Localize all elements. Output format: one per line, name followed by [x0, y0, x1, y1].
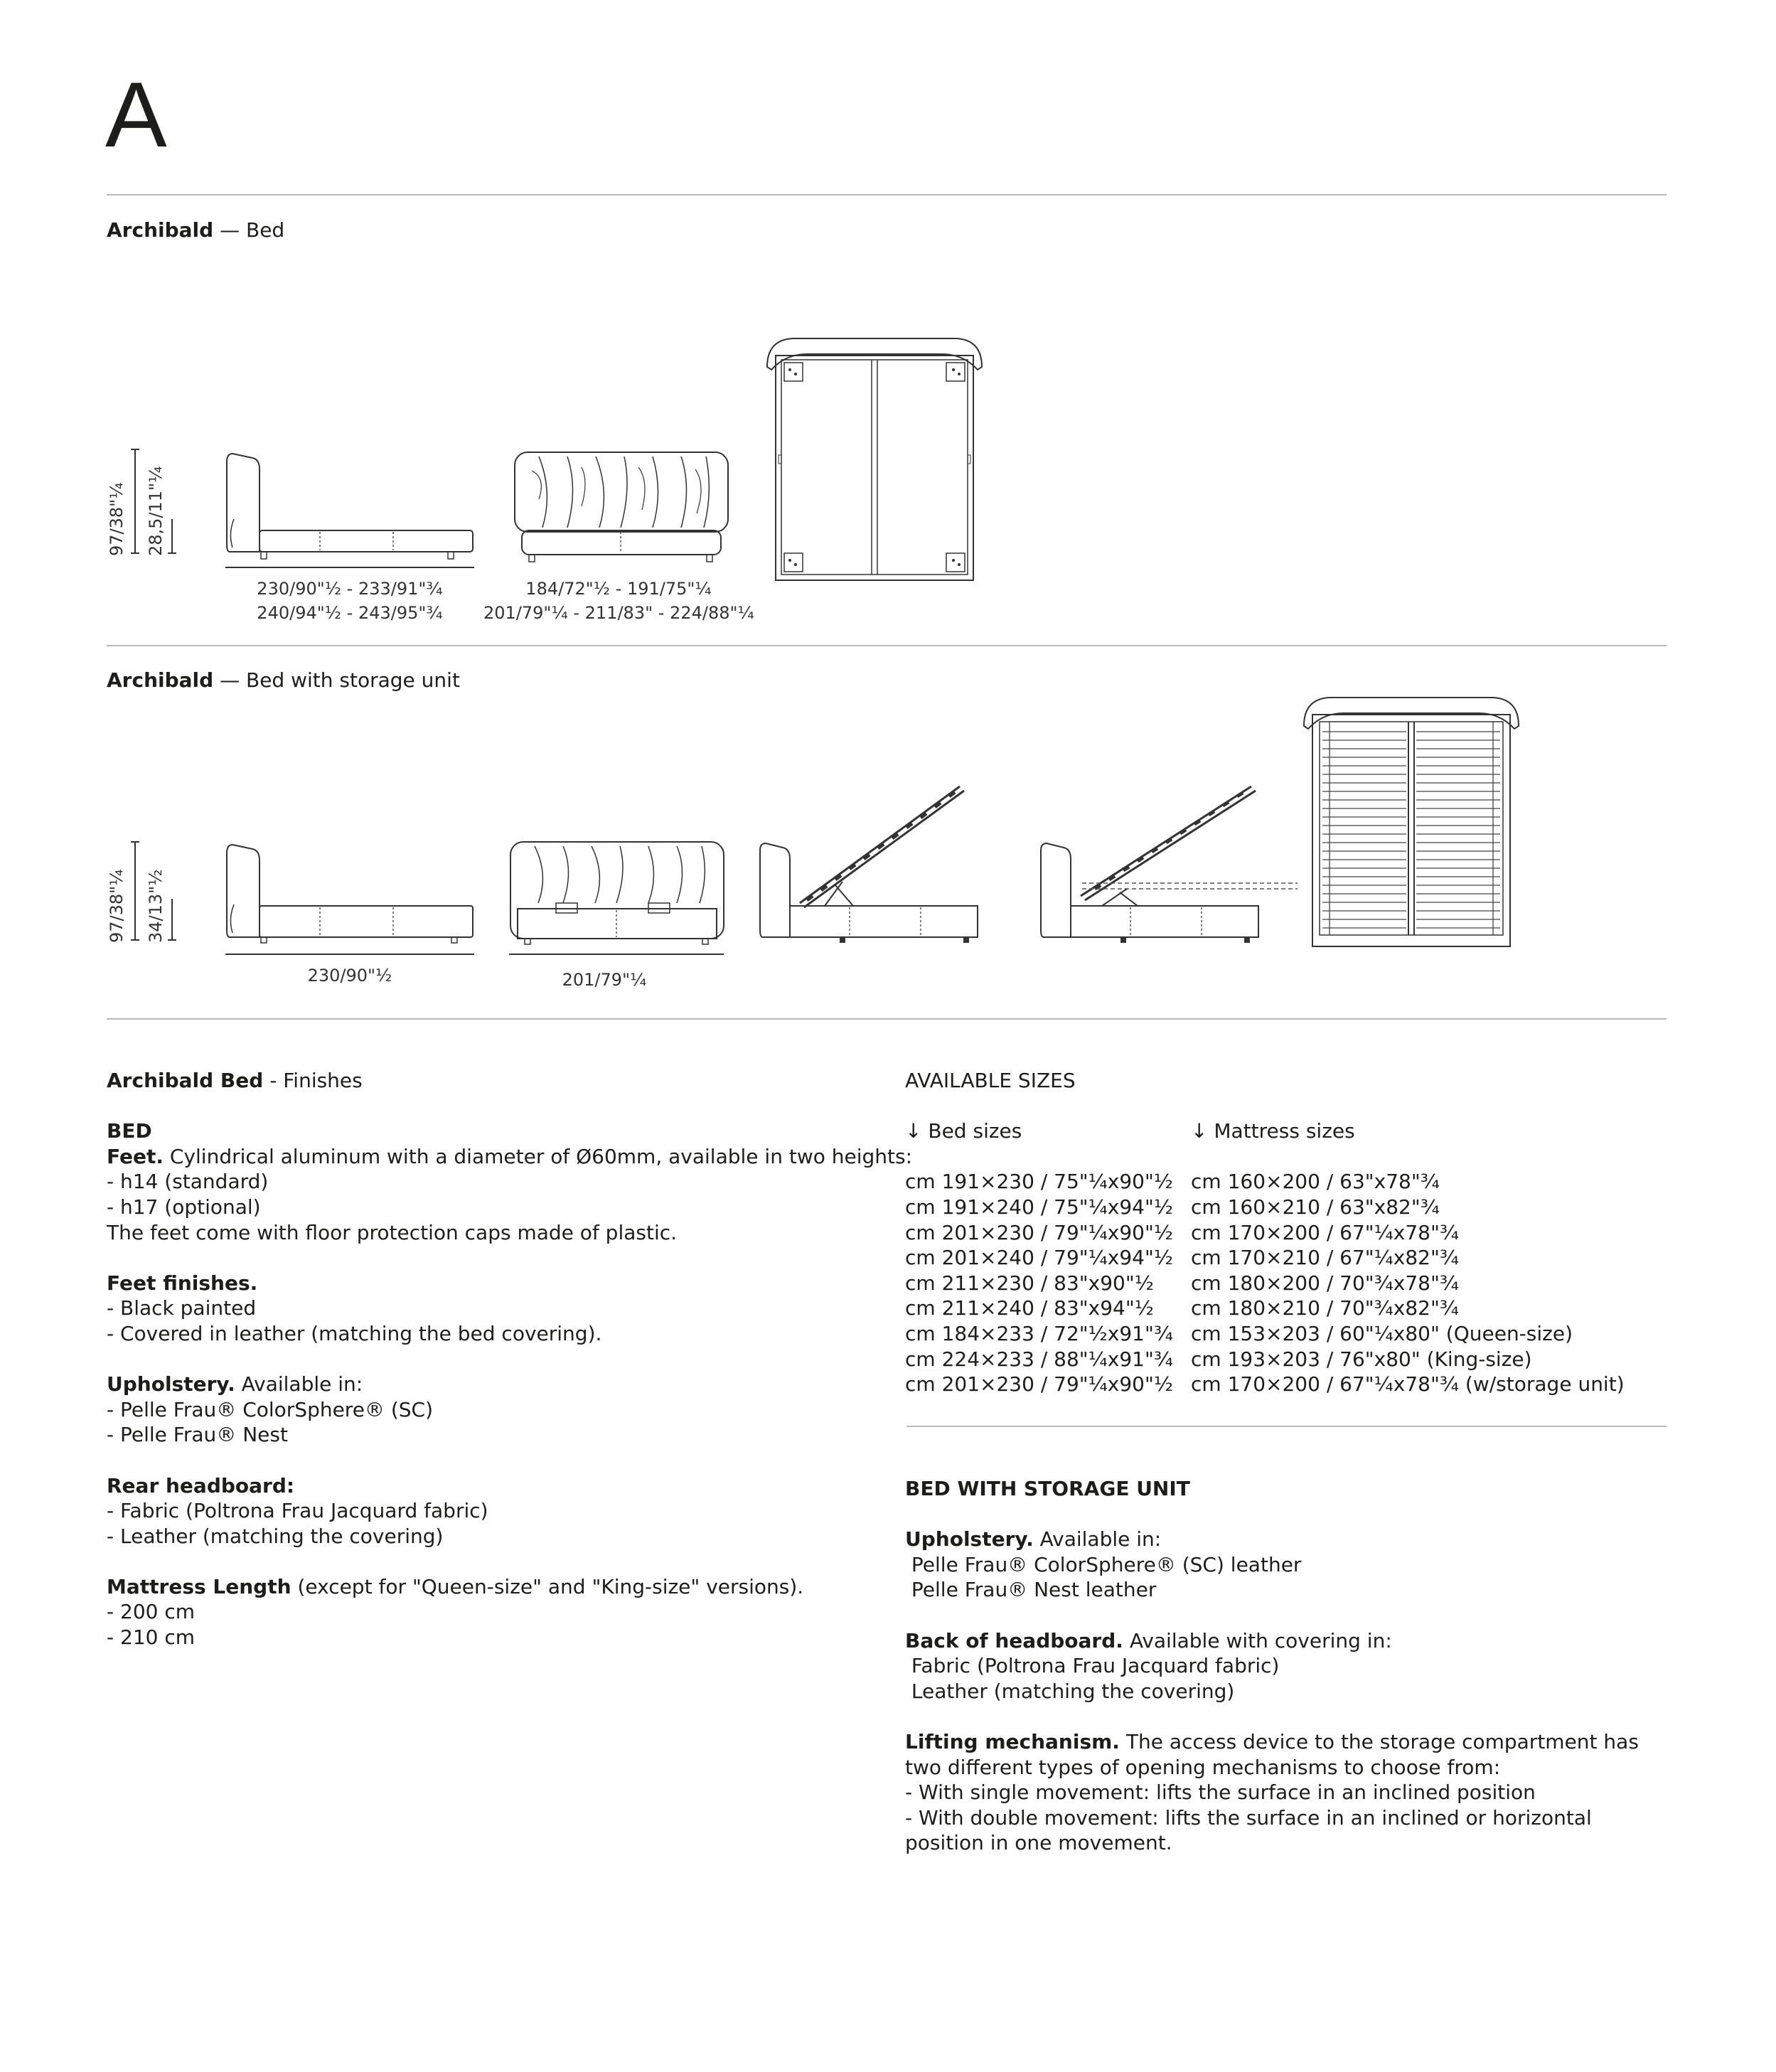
height-seat-label: 34/13"½: [146, 869, 166, 943]
storage-upholstery-line: [905, 1527, 1669, 1552]
back-headboard-line: [905, 1628, 1669, 1654]
bed-sizes-label: Bed sizes: [928, 1119, 1022, 1143]
lifting-mechanism-text: The access device to the storage compartment has two different types of opening mechanisms to choose from:: [905, 1729, 1639, 1779]
table-row: [905, 1195, 1625, 1220]
table-row: [905, 1296, 1625, 1321]
mattress-size: cm 170×200 / 67"¼x78"¾ (w/storage unit): [1191, 1372, 1625, 1397]
mattress-sizes-header: [1191, 1118, 1625, 1144]
list-item: Pelle Frau® Nest leather: [905, 1578, 1157, 1602]
side-dimension-2: 240/94"½ - 243/95"¾: [257, 603, 443, 623]
list-item: - h17 (optional): [107, 1195, 261, 1219]
list-item: Leather (matching the covering): [905, 1679, 1235, 1703]
product-name: Archibald: [107, 218, 214, 242]
sizes-header-row: [905, 1118, 1625, 1144]
feet-note: The feet come with floor protection caps made of plastic.: [107, 1220, 678, 1244]
height-seat-label: 28,5/11"¼: [146, 466, 166, 556]
side-dimension: 230/90"½: [307, 966, 392, 986]
table-row: [905, 1169, 1625, 1195]
lifting-mechanism-line: [905, 1729, 1669, 1780]
table-row: [905, 1220, 1625, 1246]
upholstery-text: Available in:: [241, 1372, 363, 1397]
arrow-down-icon: ↓: [905, 1119, 922, 1143]
section-title-storage: [107, 668, 460, 693]
upholstery-label: Upholstery.: [905, 1527, 1034, 1552]
feet-finishes-label: Feet finishes.: [107, 1271, 258, 1295]
upholstery-line: [107, 1372, 860, 1397]
list-item: - Fabric (Poltrona Frau Jacquard fabric): [107, 1499, 488, 1523]
title-separator: —: [220, 218, 240, 242]
height-total-label: 97/38"¼: [107, 869, 127, 943]
list-item: - 210 cm: [107, 1625, 196, 1650]
product-name: Archibald: [107, 668, 214, 692]
bed-size: cm 191×240 / 75"¼x94"½: [905, 1195, 1174, 1219]
height-total-label: 97/38"¼: [107, 482, 127, 556]
mattress-sizes-label: Mattress sizes: [1214, 1119, 1355, 1143]
mattress-size: cm 153×203 / 60"¼x80" (Queen-size): [1191, 1321, 1573, 1345]
table-row: [905, 1372, 1625, 1397]
mattress-text: (except for "Queen-size" and "King-size" versions).: [297, 1574, 804, 1598]
bed-size: cm 211×240 / 83"x94"½: [905, 1296, 1154, 1320]
upholstery-text: Available in:: [1039, 1527, 1162, 1552]
upholstery-label: Upholstery.: [107, 1372, 235, 1397]
back-headboard-text: Available with covering in:: [1129, 1628, 1392, 1652]
mattress-size: cm 170×200 / 67"¼x78"¾: [1191, 1220, 1460, 1244]
mattress-size: cm 193×203 / 76"x80" (King-size): [1191, 1347, 1532, 1371]
table-row: [905, 1347, 1625, 1372]
front-dimension-1: 184/72"½ - 191/75"¼: [525, 579, 712, 599]
list-item: Pelle Frau® ColorSphere® (SC) leather: [905, 1552, 1302, 1576]
bed-size: cm 201×240 / 79"¼x94"½: [905, 1246, 1174, 1270]
divider: [107, 645, 1667, 646]
mattress-size: cm 160×200 / 63"x78"¾: [1191, 1170, 1440, 1194]
bed-size: cm 184×233 / 72"½x91"¾: [905, 1321, 1174, 1345]
section-title-bed: [107, 218, 284, 242]
storage-top-view: [1301, 693, 1521, 949]
finishes-title: [107, 1068, 860, 1094]
arrow-down-icon: ↓: [1191, 1119, 1208, 1143]
list-item: - 200 cm: [107, 1600, 196, 1624]
mattress-size: cm 180×200 / 70"¾x78"¾: [1191, 1271, 1460, 1295]
lifting-mechanism-label: Lifting mechanism.: [905, 1729, 1120, 1753]
bed-front-view: [510, 449, 731, 570]
list-item: - Pelle Frau® ColorSphere® (SC): [107, 1397, 434, 1421]
list-item: - Covered in leather (matching the bed covering).: [107, 1321, 602, 1345]
bed-size: cm 201×230 / 79"¼x90"½: [905, 1220, 1174, 1244]
table-row: [905, 1271, 1625, 1296]
mattress-size: cm 160×210 / 63"x82"¾: [1191, 1195, 1440, 1219]
title-separator: —: [220, 668, 240, 692]
front-dimension: 201/79"¼: [562, 970, 647, 990]
storage-unit-column: [905, 1476, 1669, 1856]
index-letter: A: [105, 63, 167, 166]
list-item: - Pelle Frau® Nest: [107, 1423, 288, 1447]
list-item: Fabric (Poltrona Frau Jacquard fabric): [905, 1654, 1280, 1678]
mattress-line: [107, 1574, 860, 1600]
finishes-column: [107, 1068, 913, 1650]
bed-size: cm 191×230 / 75"¼x90"½: [905, 1170, 1174, 1194]
table-row: [905, 1245, 1625, 1271]
side-dimension-1: 230/90"½ - 233/91"¾: [257, 579, 443, 599]
front-dimension-2: 201/79"¼ - 211/83" - 224/88"¼: [483, 603, 754, 623]
sizes-title: AVAILABLE SIZES: [905, 1069, 1076, 1092]
mattress-label: Mattress Length: [107, 1574, 291, 1598]
sizes-column: [905, 1068, 1669, 1397]
list-item: - Black painted: [107, 1296, 257, 1320]
lift-single-movement-view: [757, 775, 985, 953]
list-item: - With single movement: lifts the surface in an inclined position: [905, 1780, 1536, 1805]
bed-top-view: [764, 334, 985, 583]
bed-size: cm 201×230 / 79"¼x90"½: [905, 1372, 1174, 1397]
divider: [107, 194, 1667, 196]
rear-headboard-label: Rear headboard:: [107, 1473, 295, 1497]
list-item: - h14 (standard): [107, 1170, 269, 1194]
divider: [107, 1018, 1667, 1020]
list-item: - With double movement: lifts the surface in an inclined or horizontal position in one movement.: [905, 1805, 1592, 1855]
mattress-size: cm 170×210 / 67"¼x82"¾: [1191, 1246, 1460, 1270]
product-type: Bed with storage unit: [246, 668, 460, 692]
storage-front-view: [506, 839, 727, 960]
storage-side-view: [224, 839, 480, 960]
finishes-title-bold: Archibald Bed: [107, 1069, 264, 1092]
table-row: [905, 1321, 1625, 1347]
sizes-table: [905, 1118, 1625, 1397]
product-type: Bed: [246, 218, 285, 242]
storage-unit-heading: BED WITH STORAGE UNIT: [905, 1477, 1190, 1500]
mattress-size: cm 180×210 / 70"¾x82"¾: [1191, 1296, 1460, 1320]
list-item: - Leather (matching the covering): [107, 1524, 444, 1548]
feet-line: [107, 1144, 913, 1170]
bed-size: cm 224×233 / 88"¼x91"¾: [905, 1347, 1174, 1371]
divider: [906, 1426, 1667, 1427]
bed-size: cm 211×230 / 83"x90"½: [905, 1271, 1154, 1295]
bed-sizes-header: [905, 1118, 1191, 1144]
lift-double-movement-view: [1038, 775, 1301, 953]
back-headboard-label: Back of headboard.: [905, 1628, 1123, 1652]
bed-heading: BED: [107, 1119, 152, 1143]
feet-text: Cylindrical aluminum with a diameter of Ø60mm, available in two heights:: [169, 1144, 913, 1168]
feet-label: Feet.: [107, 1144, 164, 1168]
finishes-title-rest: - Finishes: [269, 1069, 363, 1092]
bed-side-view: [224, 448, 480, 569]
